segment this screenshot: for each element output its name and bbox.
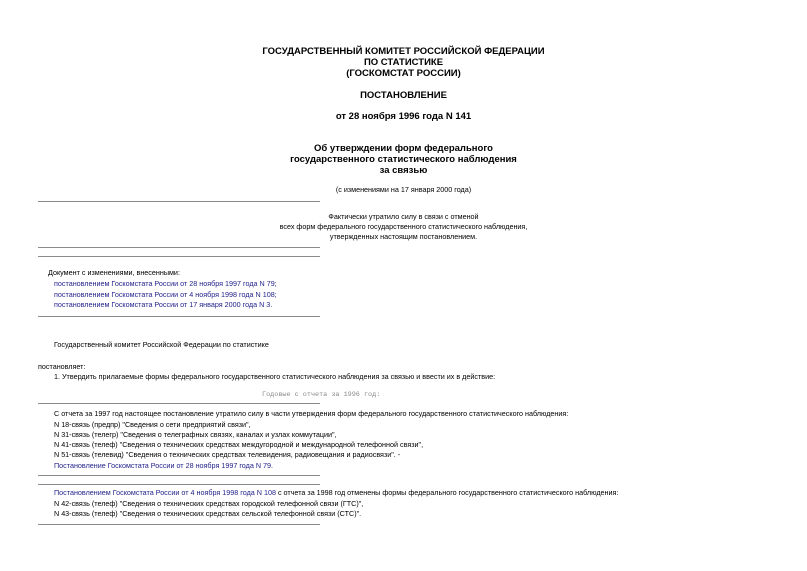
item-1: 1. Утвердить прилагаемые формы федерального государственного статистического наблюдения за связью и ввести их в действие: xyxy=(54,372,496,381)
status-note-line3: утвержденных настоящим постановлением. xyxy=(329,232,478,241)
note2-source-link[interactable]: Постановлением Госкомстата России от 4 ноября 1998 года N 108 xyxy=(54,488,276,497)
note2-intro-text: с отчета за 1998 год отменены формы федерального государственного статистического наблюдения: xyxy=(275,488,619,497)
note2-form-1: N 42-связь (телеф) "Сведения о технических средствах городской телефонной связи (ГТС)", xyxy=(54,499,364,508)
org-name-line1: ГОСУДАРСТВЕННЫЙ КОМИТЕТ РОССИЙСКОЙ ФЕДЕРАЦИИ xyxy=(262,46,545,57)
org-name-line3: (ГОСКОМСТАТ РОССИИ) xyxy=(346,68,461,79)
divider xyxy=(38,403,320,404)
divider xyxy=(38,256,320,257)
doc-title-line1: Об утверждении форм федерального xyxy=(314,143,493,154)
note1-intro: С отчета за 1997 год настоящее постановление утратило силу в части утверждения форм федерального государственного статистического наблюдения: xyxy=(54,409,569,418)
org-name-line2: ПО СТАТИСТИКЕ xyxy=(363,57,444,68)
note1-form-1: N 18-связь (предпр) "Сведения о сети предприятий связи", xyxy=(54,420,251,429)
note2-form-2: N 43-связь (телеф) "Сведения о технических средствах сельской телефонной связи (СТС)". xyxy=(54,509,362,518)
divider xyxy=(38,247,320,248)
doc-title-line2: государственного статистического наблюдения xyxy=(290,154,517,165)
doc-type: ПОСТАНОВЛЕНИЕ xyxy=(360,90,447,101)
note1-source-link[interactable]: Постановление Госкомстата России от 28 ноября 1997 года N 79. xyxy=(54,461,274,470)
doc-title-line3: за связью xyxy=(379,165,428,176)
committee-line: Государственный комитет Российской Федерации по статистике xyxy=(54,340,269,349)
status-note-line1: Фактически утратило силу в связи с отменой xyxy=(328,212,479,221)
divider xyxy=(38,484,320,485)
changes-note: (с изменениями на 17 января 2000 года) xyxy=(335,185,472,194)
amendment-link-1[interactable]: постановлением Госкомстата России от 28 ноября 1997 года N 79; xyxy=(54,279,277,288)
divider xyxy=(38,316,320,317)
decrees-line: постановляет: xyxy=(38,362,86,371)
divider xyxy=(38,201,320,202)
note1-form-3: N 41-связь (телеф) "Сведения о технических средствах междугородной и международной телефонной связи", xyxy=(54,440,424,449)
divider xyxy=(38,524,320,525)
amendment-link-2[interactable]: постановлением Госкомстата России от 4 ноября 1998 года N 108; xyxy=(54,290,277,299)
amendments-intro: Документ с изменениями, внесенными: xyxy=(48,268,180,277)
amendment-link-3[interactable]: постановлением Госкомстата России от 17 января 2000 года N 3. xyxy=(54,300,273,309)
doc-date: от 28 ноября 1996 года N 141 xyxy=(335,111,472,122)
status-note-line2: всех форм федерального государственного статистического наблюдения, xyxy=(279,222,528,231)
note2-intro xyxy=(54,488,618,497)
note1-form-4: N 51-связь (телевид) "Сведения о технических средствах телевидения, радиовещания и радиосвязи". - xyxy=(54,450,401,459)
divider xyxy=(38,475,320,476)
note1-form-2: N 31-связь (телегр) "Сведения о телеграфных связях, каналах и узлах коммутации", xyxy=(54,430,337,439)
annual-reports-heading: Годовые с отчета за 1996 год: xyxy=(262,391,381,399)
